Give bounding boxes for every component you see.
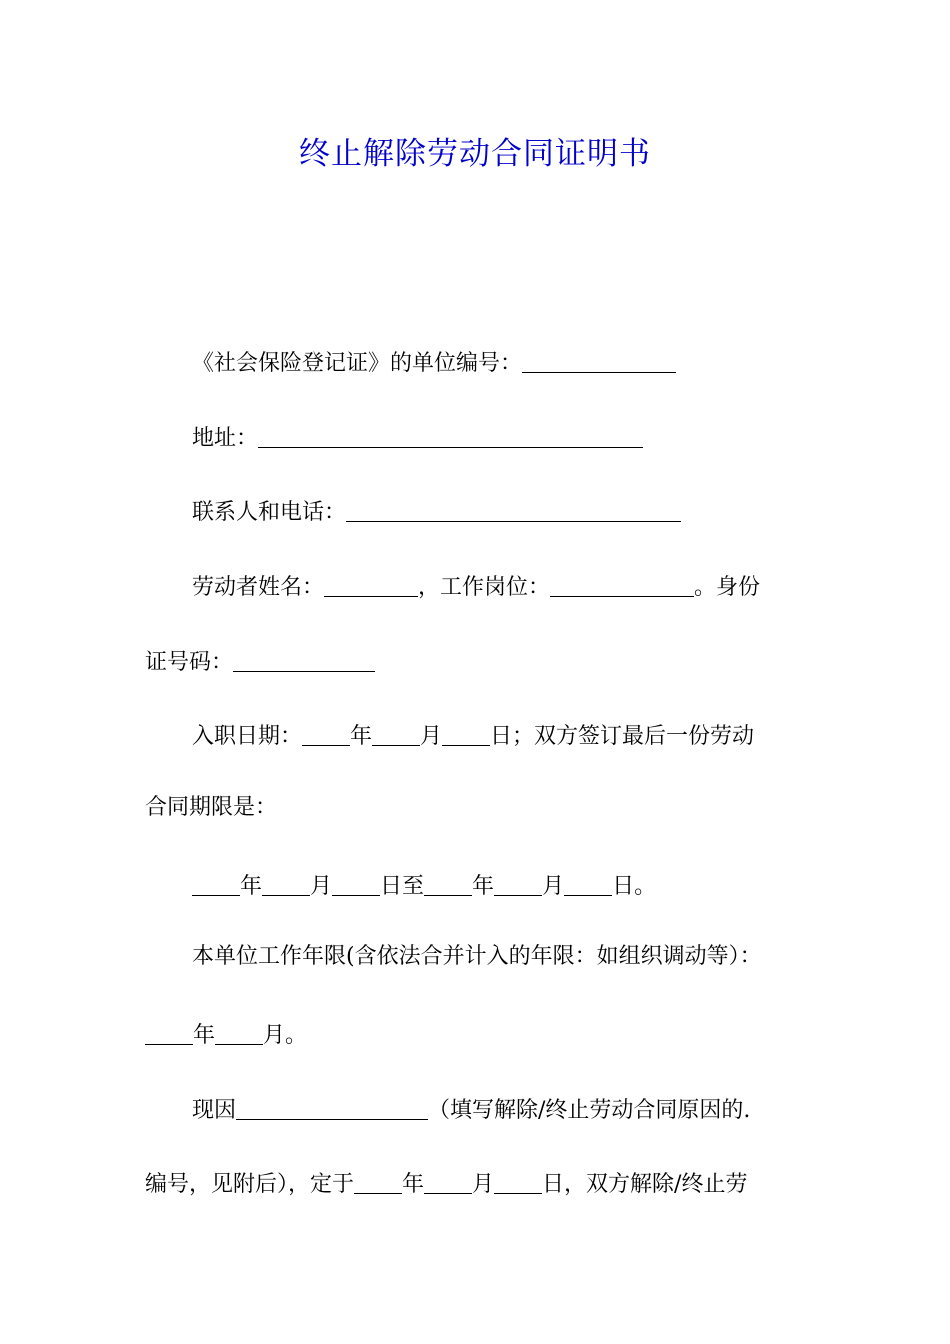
label-id-number: 证号码：	[145, 650, 234, 675]
label-month: 月	[310, 874, 333, 899]
blank-worker-name[interactable]	[324, 572, 418, 597]
label-address: 地址：	[192, 426, 259, 451]
blank-term-month[interactable]	[424, 1169, 472, 1194]
label-day-terminate: 日，双方解除/终止劳	[542, 1172, 748, 1197]
line-social-insurance-no	[192, 345, 676, 379]
blank-start-day[interactable]	[332, 871, 380, 896]
line-work-years	[192, 942, 762, 972]
blank-work-months[interactable]	[215, 1020, 263, 1045]
label-reason-note: （填写解除/终止劳动合同原因的.	[428, 1098, 751, 1123]
line-contact	[192, 494, 681, 528]
label-day: 日。	[612, 874, 657, 899]
label-position: ，工作岗位：	[418, 575, 551, 600]
label-contact: 联系人和电话：	[192, 500, 347, 525]
blank-contact[interactable]	[346, 497, 681, 522]
blank-social-insurance-no[interactable]	[522, 348, 676, 373]
label-month: 月	[472, 1172, 495, 1197]
label-day-to: 日至	[380, 874, 425, 899]
label-day-contract: 日；双方签订最后一份劳动	[490, 724, 755, 749]
label-year: 年	[240, 874, 263, 899]
label-month: 月	[542, 874, 565, 899]
blank-entry-month[interactable]	[372, 721, 420, 746]
label-work-years: 本单位工作年限(含依法合并计入的年限：如组织调动等）：	[192, 944, 762, 969]
blank-id-number[interactable]	[233, 647, 375, 672]
line-entry-date	[192, 718, 754, 752]
blank-entry-year[interactable]	[302, 721, 350, 746]
blank-start-year[interactable]	[192, 871, 240, 896]
label-social-insurance-no: 《社会保险登记证》的单位编号：	[192, 351, 523, 376]
line-worker-name	[192, 569, 760, 603]
blank-address[interactable]	[258, 423, 643, 448]
line-termination-date	[145, 1166, 747, 1200]
label-year: 年	[193, 1023, 216, 1048]
label-year: 年	[472, 874, 495, 899]
line-address	[192, 420, 643, 454]
blank-end-day[interactable]	[564, 871, 612, 896]
label-entry-date: 入职日期：	[192, 724, 303, 749]
line-id-number	[145, 644, 375, 678]
label-year: 年	[350, 724, 373, 749]
blank-work-years[interactable]	[145, 1020, 193, 1045]
line-work-years-value	[145, 1017, 307, 1051]
label-termination-date: 编号，见附后），定于	[145, 1172, 355, 1197]
blank-entry-day[interactable]	[442, 721, 490, 746]
label-id-start: 。身份	[694, 575, 761, 600]
document-title: 终止解除劳动合同证明书	[299, 136, 651, 172]
line-contract-term	[145, 793, 277, 823]
label-year: 年	[402, 1172, 425, 1197]
blank-term-day[interactable]	[494, 1169, 542, 1194]
blank-end-month[interactable]	[494, 871, 542, 896]
blank-reason[interactable]	[236, 1095, 428, 1120]
line-term-range	[192, 868, 656, 902]
blank-position[interactable]	[550, 572, 694, 597]
label-month: 月	[420, 724, 443, 749]
label-worker-name: 劳动者姓名：	[192, 575, 325, 600]
label-month: 月。	[263, 1023, 308, 1048]
label-reason: 现因	[192, 1098, 237, 1123]
blank-end-year[interactable]	[424, 871, 472, 896]
label-contract-term: 合同期限是：	[145, 795, 278, 820]
blank-term-year[interactable]	[354, 1169, 402, 1194]
line-reason	[192, 1092, 750, 1126]
blank-start-month[interactable]	[262, 871, 310, 896]
